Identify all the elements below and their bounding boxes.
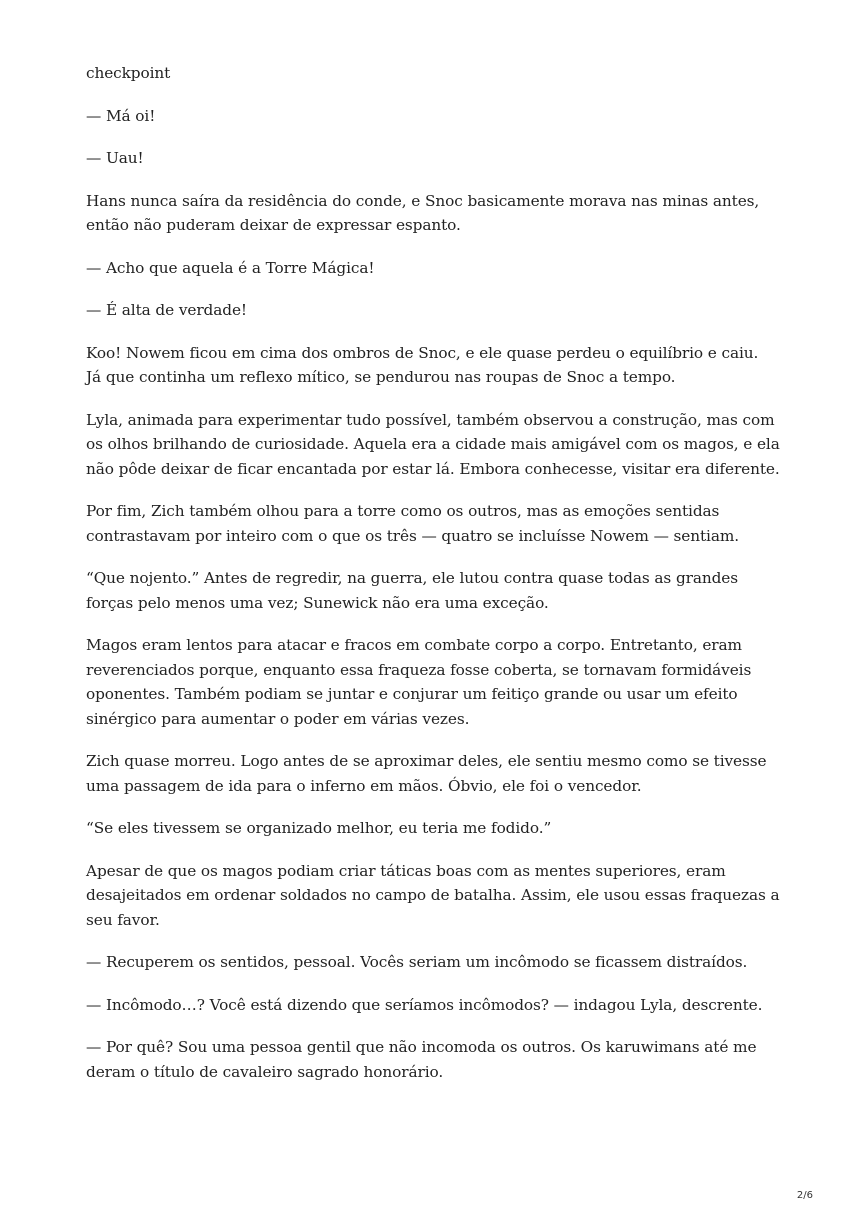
text-line: oponentes. Também podiam se juntar e conjurar um feitiço grande ou usar um efeito (86, 685, 738, 703)
paragraph (86, 146, 782, 171)
paragraph (86, 341, 782, 390)
text-line: Magos eram lentos para atacar e fracos em combate corpo a corpo. Entretanto, eram (86, 636, 742, 654)
text-line: checkpoint (86, 64, 171, 82)
text-line: uma passagem de ida para o inferno em mãos. Óbvio, ele foi o vencedor. (86, 776, 642, 795)
paragraph (86, 1035, 782, 1084)
paragraph (86, 256, 782, 281)
text-line: — Recuperem os sentidos, pessoal. Vocês seriam um incômodo se ficassem distraídos. (86, 953, 748, 971)
text-line: Lyla, animada para experimentar tudo possível, também observou a construção, mas com (86, 410, 775, 429)
text-line: sinérgico para aumentar o poder em várias vezes. (86, 709, 470, 728)
text-line: Por fim, Zich também olhou para a torre como os outros, mas as emoções sentidas (86, 502, 720, 520)
paragraph (86, 499, 782, 548)
text-line: forças pelo menos uma vez; Sunewick não era uma exceção. (86, 593, 549, 612)
text-line: seu favor. (86, 910, 160, 929)
text-line: — Acho que aquela é a Torre Mágica! (86, 258, 375, 277)
text-line: — É alta de verdade! (86, 301, 247, 319)
text-line: “Se eles tivessem se organizado melhor, eu teria me fodido.” (86, 819, 552, 837)
text-line: desajeitados em ordenar soldados no campo de batalha. Assim, ele usou essas fraquezas a (86, 886, 780, 904)
text-line: deram o título de cavaleiro sagrado honorário. (86, 1062, 444, 1081)
paragraph (86, 408, 782, 482)
paragraph (86, 950, 782, 975)
text-line: Zich quase morreu. Logo antes de se aproximar deles, ele sentiu mesmo como se tivesse (86, 752, 767, 770)
paragraph (86, 859, 782, 933)
text-line: não pôde deixar de ficar encantada por estar lá. Embora conhecesse, visitar era diferente. (86, 459, 780, 478)
text-line: Hans nunca saíra da residência do conde, e Snoc basicamente morava nas minas antes, (86, 191, 760, 210)
paragraph (86, 749, 782, 798)
text-line: “Que nojento.” Antes de regredir, na guerra, ele lutou contra quase todas as grandes (86, 569, 739, 587)
paragraph (86, 566, 782, 615)
paragraph (86, 298, 782, 323)
page-number: 2/6 (796, 1190, 813, 1201)
text-line: Já que continha um reflexo mítico, se pendurou nas roupas de Snoc a tempo. (86, 368, 676, 386)
paragraph (86, 61, 782, 86)
paragraph (86, 189, 782, 238)
text-line: contrastavam por inteiro com o que os três — quatro se incluísse Nowem — sentiam. (86, 526, 740, 545)
paragraph (86, 633, 782, 731)
text-line: Apesar de que os magos podiam criar táticas boas com as mentes superiores, eram (86, 861, 726, 880)
paragraph (86, 816, 782, 841)
text-line: reverenciados porque, enquanto essa fraqueza fosse coberta, se tornavam formidáveis (86, 660, 752, 679)
text-line: os olhos brilhando de curiosidade. Aquela era a cidade mais amigável com os magos, e ela (86, 435, 780, 453)
text-line: — Incômodo…? Você está dizendo que seríamos incômodos? — indagou Lyla, descrente. (86, 995, 763, 1014)
text-line: — Por quê? Sou uma pessoa gentil que não incomoda os outros. Os karuwimans até me (86, 1038, 757, 1056)
text-line: — Uau! (86, 149, 144, 167)
paragraph (86, 993, 782, 1018)
text-line: Koo! Nowem ficou em cima dos ombros de Snoc, e ele quase perdeu o equilíbrio e caiu. (86, 343, 759, 362)
text-line: então não puderam deixar de expressar espanto. (86, 216, 461, 234)
paragraph (86, 104, 782, 129)
text-line: — Má oi! (86, 106, 156, 125)
document-body (86, 61, 782, 1102)
